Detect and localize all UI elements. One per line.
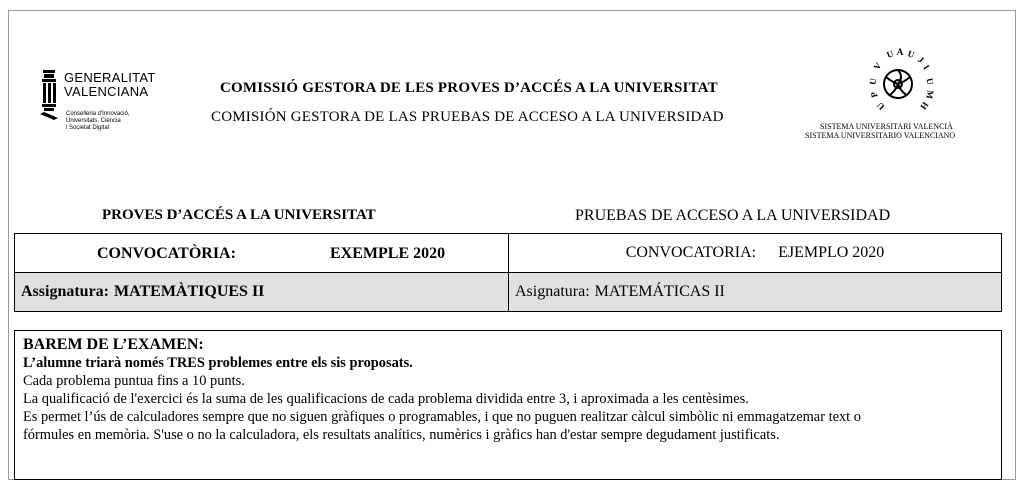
svg-text:U: U: [885, 48, 895, 60]
grading-title: BAREM DE L’EXAMEN:: [23, 336, 204, 353]
convocation-value-es: EJEMPLO 2020: [778, 244, 885, 261]
convocation-value-ca: EXEMPLE 2020: [330, 245, 446, 262]
generalitat-name-line2: VALENCIANA: [64, 84, 149, 99]
convocation-cell-ca: [15, 234, 509, 273]
grading-rule: L’alumne triarà només TRES problemes entre els sis proposats.: [23, 355, 413, 371]
university-system-seal-icon: [858, 44, 938, 124]
svg-text:I: I: [921, 62, 932, 72]
svg-text:V: V: [871, 60, 884, 72]
grading-line: Es permet l’ús de calculadores sempre que no siguen gràfiques o programables, i que no puguen realitzar càlcul simbòlic ni emmagatzemar text o: [23, 409, 861, 425]
subject-cell-es: [509, 273, 1002, 312]
commission-title-es: COMISIÓN GESTORA DE LAS PRUEBAS DE ACCESO A LA UNIVERSIDAD: [211, 109, 724, 125]
exam-heading-es: PRUEBAS DE ACCESO A LA UNIVERSIDAD: [575, 207, 891, 224]
subject-value-es: MATEMÁTICAS II: [594, 283, 725, 300]
convocation-label-es: CONVOCATORIA:: [625, 244, 757, 261]
subject-label-ca: Assignatura:: [21, 283, 110, 300]
subject-value-ca: MATEMÀTIQUES II: [114, 283, 265, 300]
university-system-es: SISTEMA UNIVERSITARIO VALENCIANO: [805, 131, 956, 140]
conselleria-line2: Universitats, Ciència: [66, 118, 121, 124]
svg-text:U: U: [924, 77, 936, 86]
university-system-ca: SISTEMA UNIVERSITARI VALENCIÀ: [820, 122, 953, 131]
svg-text:P: P: [868, 90, 880, 99]
subject-label-es: Asignatura:: [515, 283, 590, 300]
subject-row: [15, 273, 1002, 312]
grading-line: fórmules en memòria. S'use o no la calculadora, els resultats analítics, numèrics i gràfics han d'estar sempre degudament justificats.: [23, 427, 780, 443]
generalitat-logo: [40, 70, 190, 142]
svg-text:J: J: [915, 54, 926, 65]
svg-text:U: U: [875, 100, 887, 112]
svg-text:A: A: [896, 47, 904, 57]
subject-cell-ca: [15, 273, 509, 312]
exam-info-table: [14, 233, 1002, 312]
grading-criteria-box: [14, 330, 1002, 480]
grading-line: La qualificació de l'exercici és la suma de les qualificacions de cada problema dividida entre 3, i aproximada a les centèsimes.: [23, 391, 749, 407]
svg-text:M: M: [924, 89, 936, 100]
convocation-row: [15, 234, 1002, 273]
convocation-cell-es: [509, 234, 1002, 273]
convocation-label-ca: CONVOCATÒRIA:: [97, 245, 236, 262]
conselleria-line3: i Societat Digital: [66, 125, 110, 131]
generalitat-shield-icon: [40, 70, 58, 122]
grading-line: Cada problema puntua fins a 10 punts.: [23, 373, 245, 389]
commission-title-ca: COMISSIÓ GESTORA DE LES PROVES D’ACCÉS A LA UNIVERSITAT: [220, 80, 718, 96]
exam-heading-ca: PROVES D’ACCÉS A LA UNIVERSITAT: [102, 207, 376, 223]
conselleria-line1: Conselleria d'Innovació,: [66, 111, 130, 117]
generalitat-name-line1: GENERALITAT: [64, 70, 156, 85]
svg-text:H: H: [918, 99, 931, 112]
svg-text:U: U: [867, 77, 879, 86]
svg-text:U: U: [906, 48, 916, 60]
